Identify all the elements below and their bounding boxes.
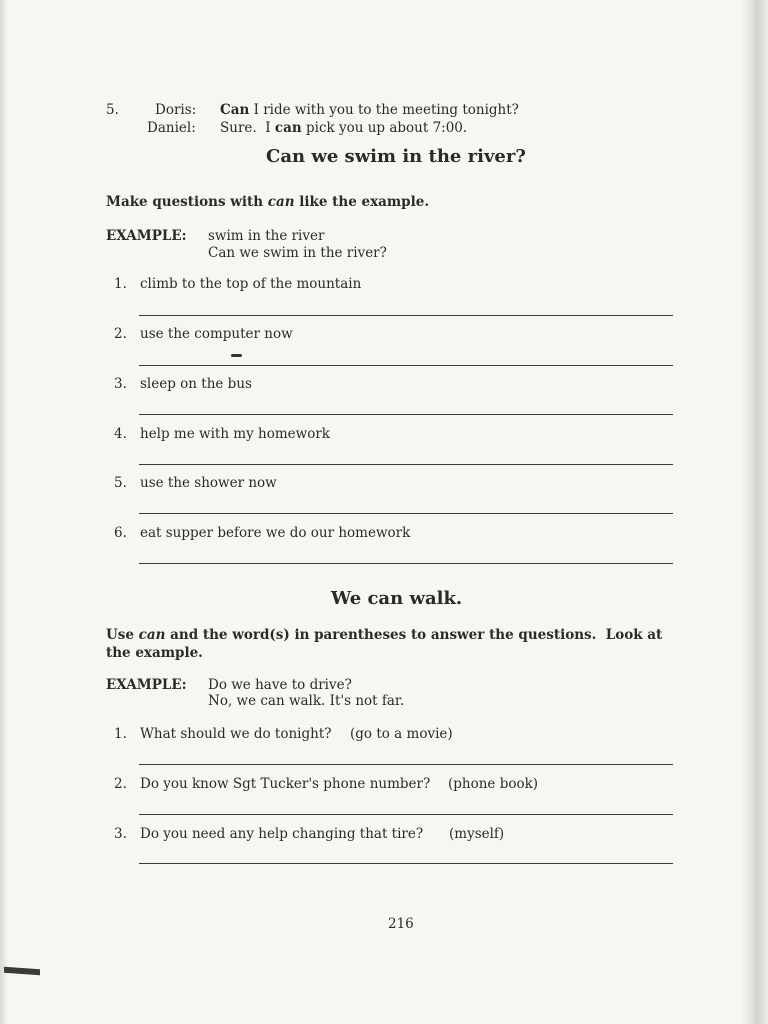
section1-instruction-keyword: can	[267, 194, 295, 210]
section1-example-prompt: swim in the river	[208, 228, 325, 244]
section2-instruction-line2: the example.	[106, 645, 203, 661]
section1-item-1-text: climb to the top of the mountain	[140, 276, 362, 292]
section1-answer-line-6[interactable]	[139, 563, 673, 564]
dialogue-keyword-2: can	[274, 120, 302, 136]
section2-item-1-num: 1.	[114, 726, 127, 742]
ink-smudge	[231, 354, 242, 357]
page-left-edge	[0, 0, 8, 1024]
section2-answer-line-1[interactable]	[139, 764, 673, 765]
section2-item-1-text: What should we do tonight?	[140, 726, 332, 742]
section1-instruction-a: Make questions with	[106, 194, 268, 210]
section1-item-4-text: help me with my homework	[140, 426, 330, 442]
section1-item-4-num: 4.	[114, 426, 127, 442]
section1-item-3-num: 3.	[114, 376, 127, 392]
page-number: 216	[388, 916, 414, 932]
section1-answer-line-3[interactable]	[139, 414, 673, 415]
section1-answer-line-1[interactable]	[139, 315, 673, 316]
section2-example-question: Do we have to drive?	[208, 677, 352, 693]
section2-item-3-text: Do you need any help changing that tire?	[140, 826, 424, 842]
section1-answer-line-4[interactable]	[139, 464, 673, 465]
section2-item-1-hint: (go to a movie)	[350, 726, 453, 742]
section1-item-2-num: 2.	[114, 326, 127, 342]
binding-mark	[4, 967, 40, 976]
dialogue-speaker-2: Daniel:	[147, 120, 196, 136]
section2-answer-line-2[interactable]	[139, 814, 673, 815]
section1-item-5-num: 5.	[114, 475, 127, 491]
section2-item-2-text: Do you know Sgt Tucker's phone number?	[140, 776, 431, 792]
section1-item-2-text: use the computer now	[140, 326, 293, 342]
dialogue-line-2	[220, 120, 467, 137]
section2-title: We can walk.	[331, 588, 463, 609]
section1-title: Can we swim in the river?	[266, 146, 526, 167]
section1-item-6-text: eat supper before we do our homework	[140, 525, 411, 541]
section2-item-2-num: 2.	[114, 776, 127, 792]
section2-item-3-hint: (myself)	[449, 826, 505, 842]
dialogue-text-1: I ride with you to the meeting tonight?	[249, 102, 519, 118]
section1-item-5-text: use the shower now	[140, 475, 277, 491]
page-right-edge	[740, 0, 768, 1024]
section2-instruction-keyword: can	[138, 627, 166, 643]
dialogue-number: 5.	[106, 102, 119, 118]
dialogue-line-1	[220, 102, 519, 119]
section2-example-label: EXAMPLE:	[106, 677, 187, 693]
section1-example-label: EXAMPLE:	[106, 228, 187, 244]
section1-item-1-num: 1.	[114, 276, 127, 292]
section1-answer-line-5[interactable]	[139, 513, 673, 514]
section2-item-2-hint: (phone book)	[448, 776, 539, 792]
section2-instruction-a: Use	[106, 627, 139, 643]
section2-example-answer: No, we can walk. It's not far.	[208, 693, 405, 709]
section1-item-3-text: sleep on the bus	[140, 376, 252, 392]
dialogue-text-2b: pick you up about 7:00.	[301, 120, 468, 136]
section1-example-answer: Can we swim in the river?	[208, 245, 387, 261]
dialogue-text-2a: Sure. I	[220, 120, 275, 136]
dialogue-keyword-1: Can	[220, 102, 250, 118]
section1-answer-line-2[interactable]	[139, 365, 673, 366]
dialogue-speaker-1: Doris:	[155, 102, 197, 118]
section2-answer-line-3[interactable]	[139, 863, 673, 864]
section1-instruction	[106, 194, 429, 211]
section2-instruction	[106, 627, 662, 644]
section1-instruction-b: like the example.	[294, 194, 430, 210]
section1-item-6-num: 6.	[114, 525, 127, 541]
section2-item-3-num: 3.	[114, 826, 127, 842]
section2-instruction-b: and the word(s) in parentheses to answer the questions. Look at	[165, 627, 663, 643]
